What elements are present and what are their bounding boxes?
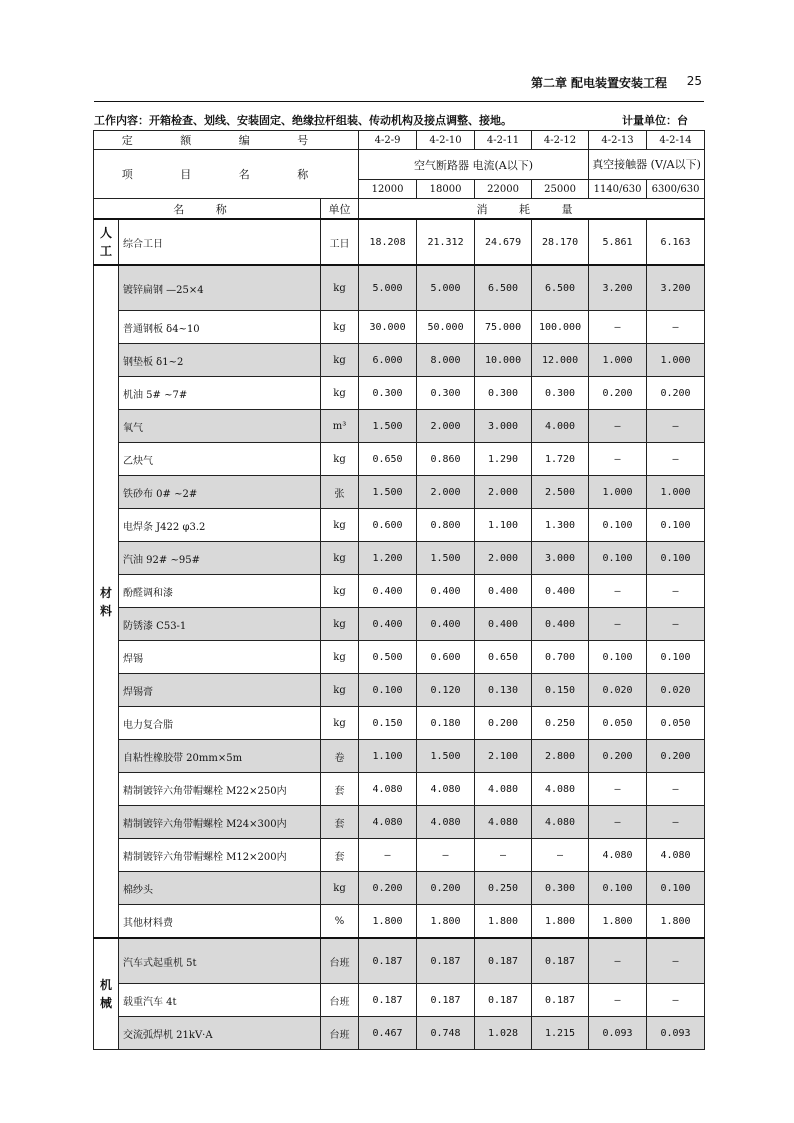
consumption-value: 1.100 [475,509,532,542]
quota-code-label: 定 额 编 号 [94,131,359,150]
item-name: 精制镀锌六角带帽螺栓 M12×200内 [119,839,321,872]
table-row [94,740,705,773]
consumption-value: 0.130 [475,674,532,707]
consumption-value: 2.000 [417,410,475,443]
quota-code-row [94,131,705,150]
consumption-value: 0.100 [589,641,647,674]
consumption-value: 3.200 [647,265,705,311]
consumption-value: 100.000 [532,311,589,344]
table-row [94,509,705,542]
sub-header: 18000 [417,180,475,199]
item-unit: kg [321,872,359,905]
consumption-value: 0.100 [589,542,647,575]
consumption-value: 0.150 [532,674,589,707]
item-name: 精制镀锌六角带帽螺栓 M24×300内 [119,806,321,839]
consumption-value: 30.000 [359,311,417,344]
table-row [94,674,705,707]
item-unit: kg [321,344,359,377]
item-name: 其他材料费 [119,905,321,939]
item-unit: 工日 [321,219,359,265]
consumption-value: 0.250 [475,872,532,905]
quota-code: 4-2-14 [647,131,705,150]
item-name: 机油 5# ~7# [119,377,321,410]
consumption-value: 4.080 [647,839,705,872]
table-row [94,773,705,806]
consumption-value: — [647,773,705,806]
work-content: 工作内容：开箱检查、划线、安装固定、绝缘拉杆组装、传动机构及接点调整、接地。 [94,114,512,127]
consumption-value: 1.300 [532,509,589,542]
consumption-value: 0.200 [417,872,475,905]
item-unit: 套 [321,773,359,806]
item-name: 载重汽车 4t [119,984,321,1017]
consumption-value: 0.600 [417,641,475,674]
consumption-value: 0.100 [647,641,705,674]
table-row [94,641,705,674]
table-row [94,1017,705,1050]
item-unit: 台班 [321,938,359,984]
consumption-value: 0.100 [647,872,705,905]
consumption-value: — [589,773,647,806]
item-name: 电力复合脂 [119,707,321,740]
item-unit: kg [321,509,359,542]
item-unit: kg [321,265,359,311]
consumption-value: 6.500 [532,265,589,311]
item-name: 酚醛调和漆 [119,575,321,608]
consumption-value: 1.290 [475,443,532,476]
item-name: 自粘性橡胶带 20mm×5m [119,740,321,773]
table-row [94,377,705,410]
consumption-value: 2.100 [475,740,532,773]
consumption-value: 2.000 [475,542,532,575]
consumption-value: 0.400 [475,608,532,641]
table-row [94,905,705,939]
consumption-value: 0.187 [532,984,589,1017]
consumption-value: 0.400 [359,608,417,641]
item-unit: kg [321,377,359,410]
consumption-value: 12.000 [532,344,589,377]
category-labor: 人工 [94,219,119,265]
item-name: 电焊条 J422 φ3.2 [119,509,321,542]
quota-code: 4-2-13 [589,131,647,150]
consumption-value: 0.400 [532,575,589,608]
consumption-value: 1.000 [647,476,705,509]
table-row [94,410,705,443]
consumption-value: 0.020 [647,674,705,707]
consumption-value: 1.800 [475,905,532,939]
consumption-value: 0.250 [532,707,589,740]
consumption-value: 0.467 [359,1017,417,1050]
consumption-value: 0.050 [589,707,647,740]
consumption-value: — [647,575,705,608]
consumption-value: — [647,608,705,641]
item-unit: 卷 [321,740,359,773]
consumption-value: 0.300 [532,872,589,905]
consumption-value: 6.500 [475,265,532,311]
consumption-value: — [647,311,705,344]
consumption-value: 1.720 [532,443,589,476]
consumption-value: 0.050 [647,707,705,740]
item-name: 氧气 [119,410,321,443]
category-machinery: 机械 [94,938,119,1050]
table-row [94,265,705,311]
consumption-value: 0.748 [417,1017,475,1050]
table-row [94,344,705,377]
consumption-value: — [589,443,647,476]
quota-code: 4-2-11 [475,131,532,150]
item-name: 棉纱头 [119,872,321,905]
sub-header: 1140/630 [589,180,647,199]
item-name: 镀锌扁钢 —25×4 [119,265,321,311]
consumption-value: 4.080 [475,773,532,806]
consumption-value: 1.100 [359,740,417,773]
section-title: 配电装置安装工程 [570,76,667,90]
group-air-breaker: 空气断路器 电流(A以下) [359,150,589,180]
consumption-value: 1.800 [647,905,705,939]
consumption-value: 0.200 [359,872,417,905]
consumption-value: 0.200 [475,707,532,740]
consumption-value: 0.400 [359,575,417,608]
item-name: 乙炔气 [119,443,321,476]
quota-code: 4-2-9 [359,131,417,150]
consumption-value: 0.093 [589,1017,647,1050]
consumption-value: 6.000 [359,344,417,377]
consumption-value: — [475,839,532,872]
table-row [94,219,705,265]
table-row [94,707,705,740]
consumption-value: — [647,984,705,1017]
consumption-value: 1.800 [417,905,475,939]
consumption-value: 1.800 [589,905,647,939]
consumption-value: 10.000 [475,344,532,377]
consumption-value: 0.200 [647,377,705,410]
consumption-value: — [589,575,647,608]
item-unit: 台班 [321,1017,359,1050]
consumption-value: 0.180 [417,707,475,740]
consumption-value: 0.650 [359,443,417,476]
consumption-value: 1.800 [359,905,417,939]
consumption-value: 2.000 [417,476,475,509]
consumption-value: 0.500 [359,641,417,674]
group-vacuum-contactor: 真空接触器 (V/A以下) [589,150,705,180]
table-row [94,984,705,1017]
consumption-value: — [589,410,647,443]
quota-code: 4-2-12 [532,131,589,150]
consumption-value: 2.000 [475,476,532,509]
consumption-value: 1.500 [417,542,475,575]
consumption-value: 1.000 [589,344,647,377]
item-name-label: 项 目 名 称 [94,150,359,199]
consumption-value: 2.800 [532,740,589,773]
consumption-value: — [589,984,647,1017]
col-consumption-header: 消 耗 量 [359,199,705,220]
table-row [94,575,705,608]
consumption-value: 2.500 [532,476,589,509]
header-rule [94,101,704,102]
table-row [94,608,705,641]
consumption-value: 0.187 [359,938,417,984]
page-number: 25 [686,74,702,88]
work-content-line [94,112,704,128]
item-name: 交流弧焊机 21kV·A [119,1017,321,1050]
consumption-value: — [647,938,705,984]
consumption-value: 5.000 [417,265,475,311]
consumption-value: 0.100 [647,509,705,542]
consumption-value: 0.187 [475,938,532,984]
item-unit: 套 [321,806,359,839]
consumption-value: — [532,839,589,872]
consumption-value: 0.100 [359,674,417,707]
consumption-value: 0.400 [532,608,589,641]
consumption-value: 0.187 [532,938,589,984]
item-unit: % [321,905,359,939]
page-header [94,74,704,94]
item-unit: 台班 [321,984,359,1017]
consumption-value: 4.080 [532,773,589,806]
consumption-value: 5.000 [359,265,417,311]
consumption-value: 75.000 [475,311,532,344]
item-unit: kg [321,707,359,740]
consumption-value: — [359,839,417,872]
consumption-value: 4.080 [532,806,589,839]
item-name: 精制镀锌六角带帽螺栓 M22×250内 [119,773,321,806]
item-name: 钢垫板 δ1~2 [119,344,321,377]
consumption-value: — [647,410,705,443]
consumption-value: 8.000 [417,344,475,377]
table-row [94,542,705,575]
consumption-value: 0.200 [589,740,647,773]
consumption-value: 1.500 [359,476,417,509]
consumption-value: 0.187 [359,984,417,1017]
consumption-value: — [417,839,475,872]
consumption-value: 0.150 [359,707,417,740]
consumption-value: 0.100 [589,509,647,542]
consumption-value: 0.187 [417,984,475,1017]
item-name: 铁砂布 0# ~2# [119,476,321,509]
measurement-unit: 计量单位：台 [622,114,688,127]
consumption-value: 0.600 [359,509,417,542]
consumption-value: — [589,311,647,344]
table-row [94,806,705,839]
item-unit: kg [321,641,359,674]
consumption-value: 1.028 [475,1017,532,1050]
category-materials: 材料 [94,265,119,938]
consumption-value: 0.200 [589,377,647,410]
sub-header: 6300/630 [647,180,705,199]
consumption-value: 4.080 [417,773,475,806]
consumption-value: 0.300 [359,377,417,410]
consumption-value: 0.300 [475,377,532,410]
consumption-value: 4.080 [359,773,417,806]
consumption-value: 0.020 [589,674,647,707]
item-name: 焊锡膏 [119,674,321,707]
consumption-value: 0.800 [417,509,475,542]
consumption-value: 1.800 [532,905,589,939]
consumption-value: 50.000 [417,311,475,344]
quota-code: 4-2-10 [417,131,475,150]
consumption-value: 4.080 [589,839,647,872]
consumption-value: 0.187 [417,938,475,984]
table-row [94,839,705,872]
consumption-value: 1.500 [417,740,475,773]
consumption-value: 1.000 [647,344,705,377]
chapter-title: 第二章 [530,76,567,90]
consumption-value: 4.080 [359,806,417,839]
consumption-value: 5.861 [589,219,647,265]
consumption-value: 0.300 [532,377,589,410]
consumption-value: 3.000 [475,410,532,443]
consumption-value: 28.170 [532,219,589,265]
item-name: 汽车式起重机 5t [119,938,321,984]
sub-header: 25000 [532,180,589,199]
table-row [94,311,705,344]
sub-header: 22000 [475,180,532,199]
item-name: 防锈漆 C53-1 [119,608,321,641]
item-name: 综合工日 [119,219,321,265]
consumption-value: 4.080 [417,806,475,839]
consumption-value: 1.215 [532,1017,589,1050]
consumption-value: 0.120 [417,674,475,707]
consumption-value: 0.200 [647,740,705,773]
item-name: 焊锡 [119,641,321,674]
consumption-value: 0.650 [475,641,532,674]
consumption-value: 21.312 [417,219,475,265]
consumption-value: 3.000 [532,542,589,575]
item-unit: kg [321,311,359,344]
consumption-value: 4.000 [532,410,589,443]
item-name-row [94,150,705,180]
consumption-value: — [589,938,647,984]
consumption-value: — [589,806,647,839]
col-name-header: 名 称 [94,199,321,220]
sub-header: 12000 [359,180,417,199]
consumption-value: 0.100 [589,872,647,905]
consumption-value: 4.080 [475,806,532,839]
consumption-value: 0.400 [417,608,475,641]
consumption-value: 0.400 [417,575,475,608]
consumption-value: 24.679 [475,219,532,265]
consumption-value: 0.860 [417,443,475,476]
item-unit: kg [321,542,359,575]
item-name: 普通钢板 δ4~10 [119,311,321,344]
quota-table [93,130,705,1050]
consumption-value: 6.163 [647,219,705,265]
table-row [94,443,705,476]
column-header-row [94,199,705,220]
consumption-value: 0.300 [417,377,475,410]
consumption-value: 0.093 [647,1017,705,1050]
item-unit: 套 [321,839,359,872]
consumption-value: 3.200 [589,265,647,311]
consumption-value: 1.500 [359,410,417,443]
consumption-value: 1.200 [359,542,417,575]
item-unit: kg [321,443,359,476]
table-row [94,872,705,905]
consumption-value: 0.100 [647,542,705,575]
consumption-value: — [647,806,705,839]
item-unit: kg [321,575,359,608]
consumption-value: — [647,443,705,476]
consumption-value: 0.400 [475,575,532,608]
consumption-value: 18.208 [359,219,417,265]
item-name: 汽油 92# ~95# [119,542,321,575]
item-unit: m³ [321,410,359,443]
table-row [94,476,705,509]
item-unit: kg [321,608,359,641]
table-row [94,938,705,984]
item-unit: kg [321,674,359,707]
consumption-value: 1.000 [589,476,647,509]
consumption-value: — [589,608,647,641]
col-unit-header: 单位 [321,199,359,220]
consumption-value: 0.700 [532,641,589,674]
consumption-value: 0.187 [475,984,532,1017]
item-unit: 张 [321,476,359,509]
